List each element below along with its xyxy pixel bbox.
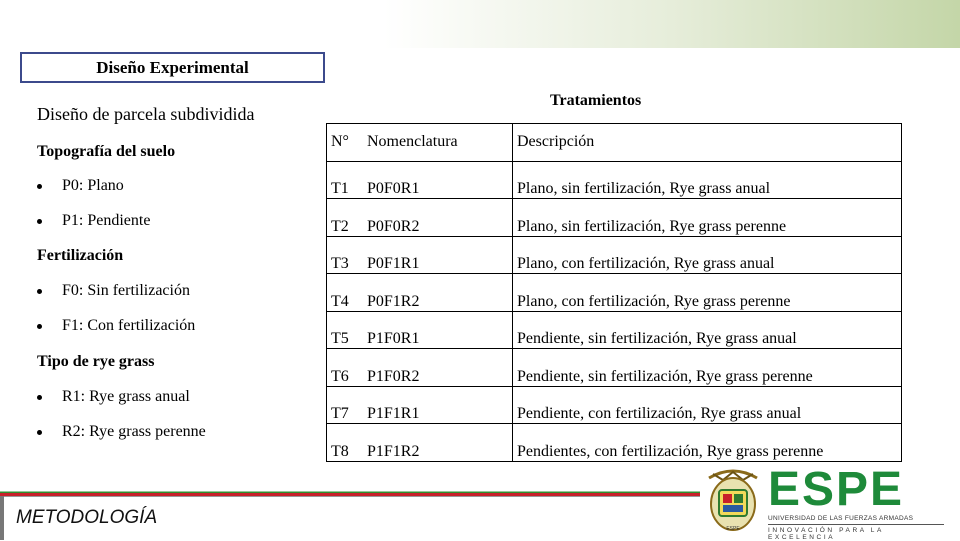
table-cell: Pendiente, sin fertilización, Rye grass perenne [513,349,902,387]
table-cell: T6 [327,349,366,387]
column-header: N° [327,124,366,162]
bullet-icon [37,289,42,294]
table-row [327,349,902,387]
logo-divider [768,524,944,525]
header-band [0,0,960,48]
factor-item [37,317,195,335]
bullet-icon [37,324,42,329]
table-cell: T5 [327,311,366,349]
table-cell: T2 [327,199,366,237]
emblem-caption: ESPE [726,526,740,532]
footer-divider [0,496,700,497]
factor-item [37,388,190,406]
table-cell: P1F1R1 [365,386,513,424]
factor-item [37,212,150,230]
factor-item [37,282,190,300]
table-cell: P1F0R1 [365,311,513,349]
factor-item-text: R1: Rye grass anual [62,388,190,405]
column-header: Nomenclatura [365,124,513,162]
table-cell: Pendientes, con fertilización, Rye grass perenne [513,424,902,462]
table-row [327,311,902,349]
factor-item-text: F0: Sin fertilización [62,282,190,299]
table-cell: Pendiente, sin fertilización, Rye grass anual [513,311,902,349]
table-cell: P1F1R2 [365,424,513,462]
footer-band [0,488,700,496]
logo-motto: INNOVACIÓN PARA LA EXCELENCIA [768,527,884,541]
table-cell: P0F0R2 [365,199,513,237]
factor-item [37,423,206,441]
table-cell: P0F1R2 [365,274,513,312]
table-cell: T8 [327,424,366,462]
table-cell: Plano, con fertilización, Rye grass perenne [513,274,902,312]
factor-item [37,177,124,195]
factor-item-text: R2: Rye grass perenne [62,423,206,440]
bullet-icon [37,219,42,224]
table-cell: T4 [327,274,366,312]
table-cell: Plano, sin fertilización, Rye grass perenne [513,199,902,237]
table-cell: Plano, con fertilización, Rye grass anual [513,236,902,274]
table-row [327,386,902,424]
table-row [327,274,902,312]
factor-item-text: F1: Con fertilización [62,317,196,334]
slide-title [20,52,325,83]
factor-heading-ryegrass: Tipo de rye grass [37,353,155,370]
table-row [327,161,902,199]
logo-university-name: UNIVERSIDAD DE LAS FUERZAS ARMADAS [768,515,914,522]
factor-heading-fertilization: Fertilización [37,247,124,264]
section-label: METODOLOGÍA [16,507,158,528]
table-row [327,236,902,274]
table-cell: T7 [327,386,366,424]
logo-wordmark: ESPE [768,463,905,516]
treatments-heading: Tratamientos [550,92,642,109]
treatments-table [326,123,902,462]
table-header-row [327,124,902,162]
table-row [327,424,902,462]
column-header: Descripción [513,124,902,162]
table-cell: P0F0R1 [365,161,513,199]
bullet-icon [37,395,42,400]
table-cell: P1F0R2 [365,349,513,387]
bullet-icon [37,430,42,435]
bullet-icon [37,184,42,189]
table-cell: T1 [327,161,366,199]
table-cell: P0F1R1 [365,236,513,274]
factor-item-text: P0: Plano [62,177,124,194]
slide-title-text: Diseño Experimental [96,57,249,77]
factor-item-text: P1: Pendiente [62,212,151,229]
table-row [327,199,902,237]
footer-left-edge [0,496,4,540]
factor-heading-topography: Topografía del suelo [37,143,176,160]
espe-logo [768,463,944,541]
espe-emblem-icon [703,464,763,536]
table-cell: Pendiente, con fertilización, Rye grass anual [513,386,902,424]
slide-subtitle: Diseño de parcela subdividida [37,104,255,124]
table-cell: T3 [327,236,366,274]
table-cell: Plano, sin fertilización, Rye grass anual [513,161,902,199]
